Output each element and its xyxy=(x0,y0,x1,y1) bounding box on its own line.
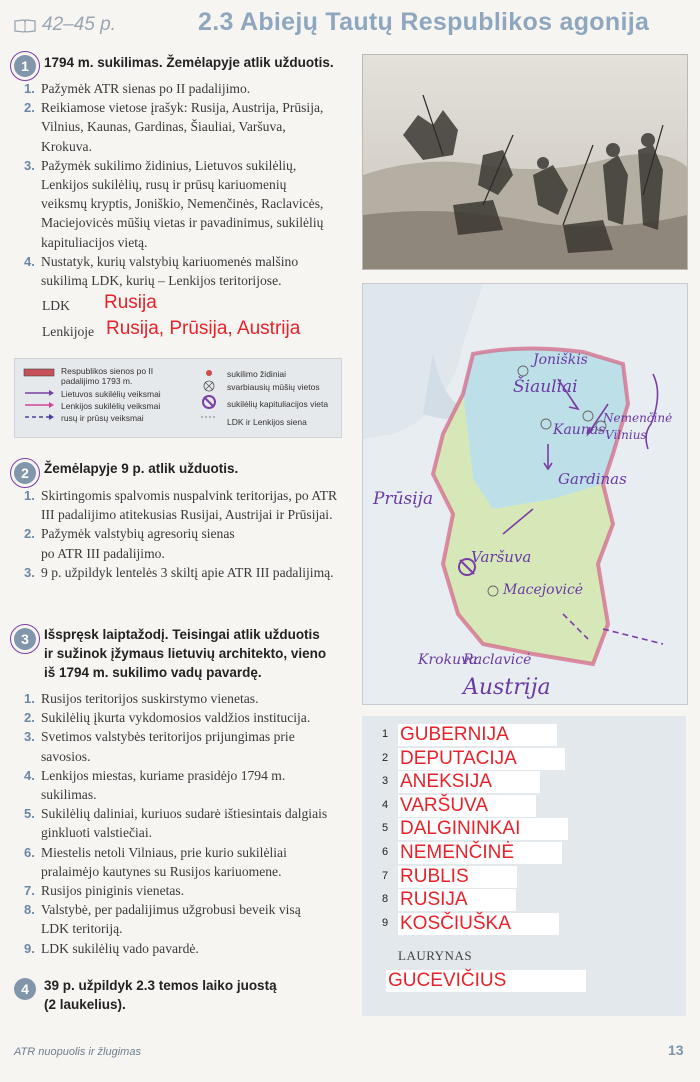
list-item xyxy=(24,117,354,136)
ldk-label: LDK xyxy=(42,298,70,313)
task-4-number: 4 xyxy=(14,978,36,1000)
list-item-text: III padalijimo atitekusias Rusijai, Austrijai ir Prūsijai. xyxy=(41,507,333,523)
crossword-answer: RUSIJA xyxy=(398,889,516,911)
list-item xyxy=(24,900,354,919)
task-3-title xyxy=(44,625,354,682)
list-item-text: sukilimas. xyxy=(41,787,97,803)
map-label-austrija: Austrija xyxy=(463,675,551,700)
list-item-text: ginkluoti valstiečiai. xyxy=(41,825,152,841)
list-item xyxy=(24,98,354,117)
list-item-number: 5. xyxy=(24,806,35,822)
legend-capitulation: sukilėlių kapituliacijos vieta xyxy=(227,399,329,409)
list-item xyxy=(24,881,354,900)
map-legend xyxy=(14,358,342,438)
list-item xyxy=(24,175,354,194)
list-item-number: 1. xyxy=(24,691,35,706)
task-3-number: 3 xyxy=(14,628,36,650)
map-label-varsuva: Varšuva xyxy=(471,548,532,566)
list-item xyxy=(24,708,354,727)
list-item-text: Pažymėk ATR sienas po II padalijimo. xyxy=(41,81,251,96)
legend-symbols-left xyxy=(23,365,57,435)
page-number: 13 xyxy=(668,1042,684,1058)
list-item-text: Nustatyk, kurių valstybių kariuomenės malšino xyxy=(41,253,299,269)
list-item-text: Rusijos teritorijos suskirstymo vienetas. xyxy=(41,691,259,706)
list-item-number: 8. xyxy=(24,902,35,918)
map-label-prusija: Prūsija xyxy=(373,489,434,509)
list-item-number: 4. xyxy=(24,253,35,269)
list-item-number: 3. xyxy=(24,157,35,173)
list-item xyxy=(24,823,354,842)
list-item xyxy=(24,563,354,582)
page-title: 2.3 Abiejų Tautų Respublikos agonija xyxy=(198,8,650,36)
list-item-number: 9. xyxy=(24,940,35,956)
crossword-answer: NEMENČINĖ xyxy=(398,842,562,864)
list-item-text: kapituliacijos vietą. xyxy=(41,234,148,250)
list-item-text: po ATR III padalijimo. xyxy=(41,545,165,561)
task-1-title: 1794 m. sukilimas. Žemėlapyje atlik užduotis. xyxy=(44,55,334,70)
list-item xyxy=(24,486,354,505)
list-item-number: 2. xyxy=(24,710,35,726)
list-item xyxy=(24,785,354,804)
list-item-text: LDK sukilėlių vado pavardė. xyxy=(41,940,199,956)
legend-ldk-pl-border: LDK ir Lenkijos siena xyxy=(227,417,307,427)
crossword-answer: RUBLIS xyxy=(398,866,517,888)
list-item-text: Svetimos valstybės teritorijos prijungimas prie xyxy=(41,729,295,745)
list-item xyxy=(24,271,354,290)
list-item-text: Sukilėlių daliniai, kuriuos sudarė ištiesintais dalgiais xyxy=(41,806,328,822)
list-item-number: 3. xyxy=(24,564,35,580)
legend-symbols-right xyxy=(199,365,221,435)
list-item-text: Krokuva. xyxy=(41,138,92,154)
task-title-line: ir sužinok įžymaus lietuvių architekto, vieno xyxy=(44,646,327,661)
list-item xyxy=(24,766,354,785)
list-item xyxy=(24,137,354,156)
map xyxy=(362,283,688,705)
crossword-answer: GUBERNIJA xyxy=(398,724,557,746)
list-item xyxy=(24,727,354,746)
map-label-gardinas: Gardinas xyxy=(558,470,627,488)
list-item xyxy=(24,544,354,563)
task-2-number: 2 xyxy=(14,462,36,484)
list-item-number: 7. xyxy=(24,883,35,899)
list-item xyxy=(24,156,354,175)
list-item-number: 2. xyxy=(24,100,35,116)
list-item xyxy=(24,689,354,708)
list-item xyxy=(24,194,354,213)
task-4-title xyxy=(44,976,354,1014)
list-item xyxy=(24,919,354,938)
list-item xyxy=(24,79,354,98)
map-label-macejovice: Macejovicė xyxy=(503,582,584,598)
crossword-row-number: 7 xyxy=(382,869,389,882)
legend-border-label: Respublikos sienos po II padalijimo 1793 m. xyxy=(61,366,154,386)
list-item xyxy=(24,233,354,252)
list-item-text: Pažymėk valstybių agresorių sienas xyxy=(41,526,235,542)
list-item-text: Lenkijos sukilėlių, rusų ir prūsų kariuomenių xyxy=(41,177,287,193)
list-item xyxy=(24,747,354,766)
list-item xyxy=(24,939,354,958)
crossword-firstname: LAURYNAS xyxy=(398,948,473,963)
list-item xyxy=(24,524,354,543)
crossword-answer: ANEKSIJA xyxy=(398,771,540,793)
crossword-answer: VARŠUVA xyxy=(398,795,536,817)
legend-ru-pr-actions: rusų ir prūsų veiksmai xyxy=(61,413,144,423)
map-label-raclavice: Raclavicė xyxy=(463,652,532,668)
list-item-text: LDK teritoriją. xyxy=(41,921,123,937)
list-item-number: 4. xyxy=(24,767,35,783)
list-item-number: 1. xyxy=(24,488,35,503)
map-label-krokuva: Krokuva xyxy=(418,652,478,668)
task-1-list xyxy=(24,79,354,290)
task-2-title: Žemėlapyje 9 p. atlik užduotis. xyxy=(44,461,239,476)
list-item-text: Maciejovicės mūšių vietas ir pavadinimus, sukilėlių xyxy=(41,215,324,231)
list-item xyxy=(24,843,354,862)
crossword-row-number: 8 xyxy=(382,893,389,906)
ldk-answer: Rusija xyxy=(104,292,157,313)
list-item-text: Valstybė, per padalijimus užgrobusi beveik visą xyxy=(41,902,301,918)
crossword-answer: DEPUTACIJA xyxy=(398,748,565,770)
list-item-number: 6. xyxy=(24,844,35,860)
list-item-number: 2. xyxy=(24,526,35,542)
task-title-line: (2 laukelius). xyxy=(44,997,126,1012)
list-item-number: 3. xyxy=(24,729,35,745)
crossword-box xyxy=(362,716,686,1016)
map-label-siauliai: Šiauliai xyxy=(513,377,578,397)
crossword-row-number: 2 xyxy=(382,751,389,764)
list-item xyxy=(24,213,354,232)
crossword-row-number: 5 xyxy=(382,822,389,835)
list-item xyxy=(24,862,354,881)
book-icon xyxy=(14,19,36,33)
task-1-number: 1 xyxy=(14,55,36,77)
crossword-row-number: 3 xyxy=(382,775,389,788)
list-item-text: Vilnius, Kaunas, Gardinas, Šiauliai, Varšuva, xyxy=(41,119,286,135)
list-item-text: Reikiamose vietose įrašyk: Rusija, Austrija, Prūsija, xyxy=(41,100,324,116)
list-item-number: 1. xyxy=(24,81,35,96)
task-title-line: 39 p. užpildyk 2.3 temos laiko juostą xyxy=(44,978,277,993)
list-item-text: Miestelis netoli Vilniaus, prie kurio sukilėliai xyxy=(41,844,287,860)
crossword-row-number: 1 xyxy=(382,728,389,740)
legend-uprising-centers: sukilimo židiniai xyxy=(227,369,287,379)
page-reference: 42–45 p. xyxy=(42,14,116,35)
legend-battles: svarbiausių mūšių vietos xyxy=(227,382,320,392)
list-item-text: sukilimą LDK, kurių – Lenkijos teritorijose. xyxy=(41,273,282,289)
list-item-text: pralaimėjo kautynes su Rusijos kariuomene. xyxy=(41,863,282,879)
crossword-row-number: 4 xyxy=(382,798,389,811)
list-item-text: Skirtingomis spalvomis nuspalvink teritorijas, po ATR xyxy=(41,488,338,503)
list-item-text: veiksmų kryptis, Joniškio, Nemenčinės, Raclavicės, xyxy=(41,196,324,212)
battle-illustration xyxy=(362,54,688,270)
list-item-text: Lenkijos miestas, kuriame prasidėjo 1794 m. xyxy=(41,767,286,783)
crossword-answer: DALGININKAI xyxy=(398,818,568,840)
legend-lt-insurgents: Lietuvos sukilėlių veiksmai xyxy=(61,389,161,399)
list-item-text: savosios. xyxy=(41,748,91,764)
list-item xyxy=(24,804,354,823)
legend-pl-insurgents: Lenkijos sukilėlių veiksmai xyxy=(61,401,161,411)
list-item xyxy=(24,505,354,524)
list-item-text: Sukilėlių įkurta vykdomosios valdžios institucija. xyxy=(41,710,311,726)
list-item-text: 9 p. užpildyk lentelės 3 skiltį apie ATR III padalijimą. xyxy=(41,564,334,580)
task-title-line: iš 1794 m. sukilimo vadų pavardę. xyxy=(44,665,262,680)
map-label-joniskis: Joniškis xyxy=(533,352,588,368)
crossword-surname: GUCEVIČIUS xyxy=(388,970,507,991)
crossword-row-number: 9 xyxy=(382,916,389,929)
list-item-text: Pažymėk sukilimo židinius, Lietuvos sukilėlių, xyxy=(41,157,297,173)
list-item-text: Rusijos piniginis vienetas. xyxy=(41,883,185,899)
crossword-row-number: 6 xyxy=(382,846,389,858)
task-title-line: Išspręsk laiptažodį. Teisingai atlik užduotis xyxy=(44,627,320,642)
map-label-nemencine: Nemenčinė xyxy=(603,411,673,425)
task-2-list xyxy=(24,486,354,582)
poland-label: Lenkijoje xyxy=(42,324,95,339)
footer-section-title: ATR nuopuolis ir žlugimas xyxy=(14,1046,141,1058)
map-label-vilnius: Vilnius xyxy=(605,428,647,442)
map-label-kaunas: Kaunas xyxy=(553,422,606,438)
task-3-list xyxy=(24,689,354,958)
poland-answer: Rusija, Prūsija, Austrija xyxy=(106,318,301,339)
crossword-answer: KOSČIUŠKA xyxy=(398,913,559,935)
list-item xyxy=(24,252,354,271)
